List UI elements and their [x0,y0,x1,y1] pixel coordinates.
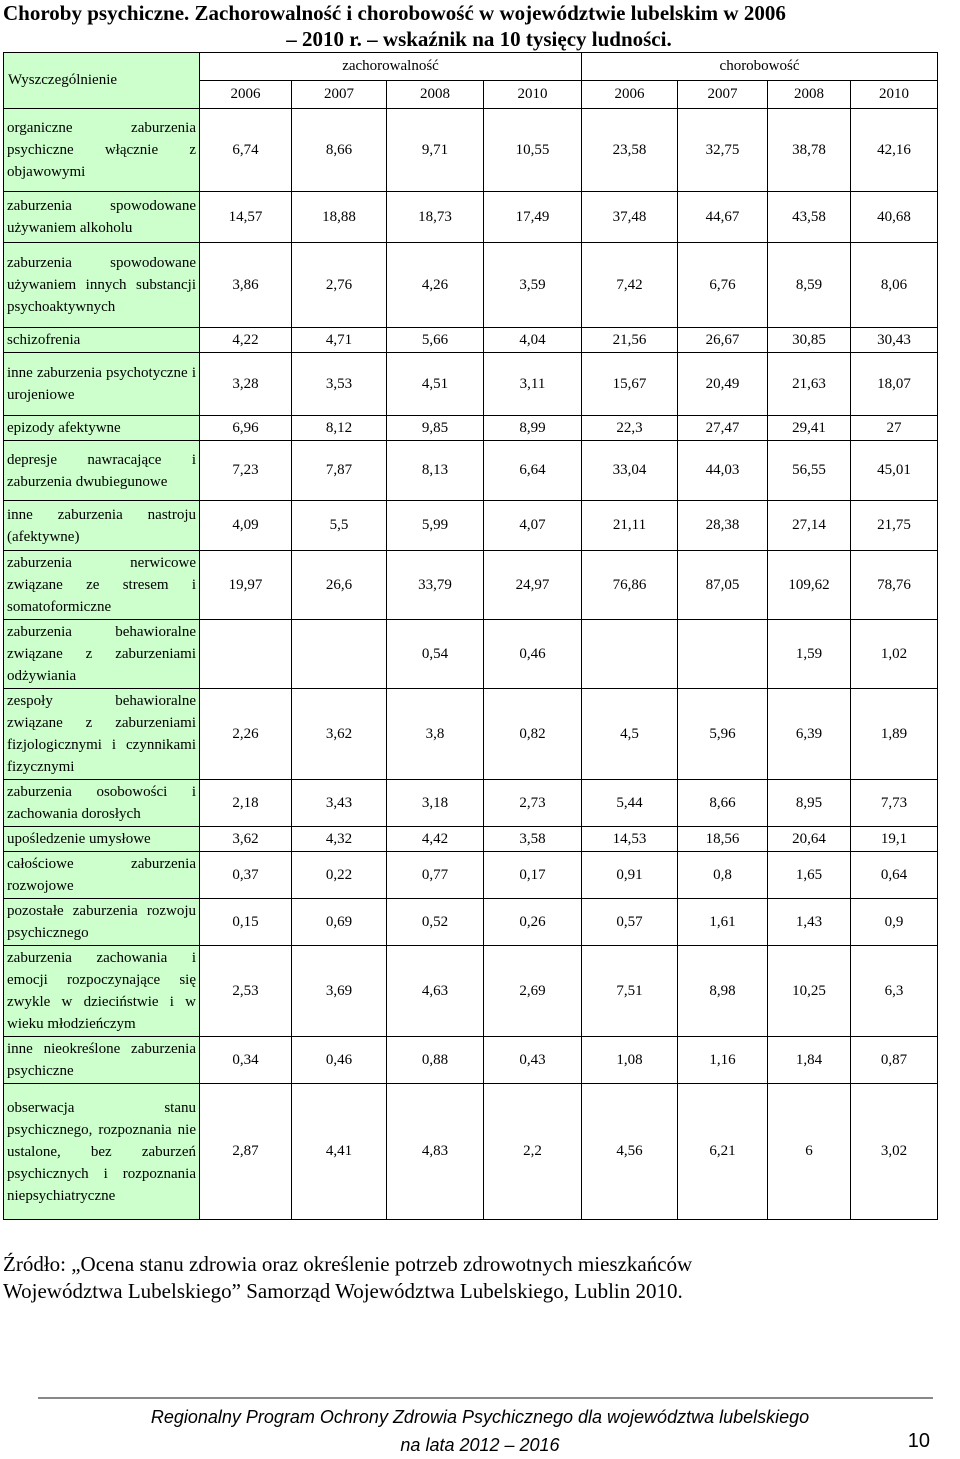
value-cell: 4,22 [200,328,292,353]
value-cell: 22,3 [582,416,678,441]
page-number: 10 [907,1430,930,1452]
row-label: zaburzenia nerwicowe związane ze stresem i somatoformiczne [4,551,200,620]
row-label: zaburzenia spowodowane używaniem innych substancji psychoaktywnych [4,243,200,328]
value-cell: 3,69 [292,946,387,1037]
value-cell: 6,96 [200,416,292,441]
value-cell: 7,51 [582,946,678,1037]
table-row [4,1084,938,1220]
row-label: zaburzenia osobowości i zachowania dorosłych [4,780,200,827]
footer-divider [38,1397,933,1399]
value-cell: 4,63 [387,946,484,1037]
table-row [4,109,938,192]
value-cell: 27,47 [678,416,768,441]
row-label: zaburzenia behawioralne związane z zaburzeniami odżywiania [4,620,200,689]
value-cell: 1,16 [678,1037,768,1084]
value-cell: 6,74 [200,109,292,192]
value-cell: 4,41 [292,1084,387,1220]
value-cell: 0,91 [582,852,678,899]
value-cell: 21,56 [582,328,678,353]
value-cell: 4,26 [387,243,484,328]
page-title [3,0,955,52]
value-cell: 0,17 [484,852,582,899]
row-label: zaburzenia zachowania i emocji rozpoczynające się zwykle w dzieciństwie i w wieku młodzieńczym [4,946,200,1037]
value-cell: 2,73 [484,780,582,827]
value-cell: 56,55 [768,441,851,501]
value-cell: 6,64 [484,441,582,501]
value-cell: 76,86 [582,551,678,620]
value-cell: 0,69 [292,899,387,946]
group-header-incidence: zachorowalność [200,53,582,81]
value-cell: 21,11 [582,501,678,551]
value-cell: 3,43 [292,780,387,827]
value-cell: 3,8 [387,689,484,780]
value-cell: 4,42 [387,827,484,852]
group-header-row [4,53,938,81]
value-cell: 5,5 [292,501,387,551]
value-cell [200,620,292,689]
value-cell: 6 [768,1084,851,1220]
table-row [4,1037,938,1084]
value-cell: 8,06 [851,243,938,328]
value-cell: 8,66 [292,109,387,192]
value-cell: 7,73 [851,780,938,827]
row-label: inne zaburzenia nastroju (afektywne) [4,501,200,551]
value-cell: 4,32 [292,827,387,852]
value-cell: 0,8 [678,852,768,899]
value-cell: 7,42 [582,243,678,328]
value-cell: 0,64 [851,852,938,899]
group-header-prevalence: chorobowość [582,53,938,81]
value-cell: 0,43 [484,1037,582,1084]
table-row [4,827,938,852]
value-cell: 1,02 [851,620,938,689]
value-cell: 7,23 [200,441,292,501]
value-cell: 0,46 [484,620,582,689]
value-cell: 5,99 [387,501,484,551]
value-cell: 3,53 [292,353,387,416]
value-cell: 4,5 [582,689,678,780]
row-header-cell: Wyszczególnienie [4,53,200,109]
value-cell: 32,75 [678,109,768,192]
row-label: epizody afektywne [4,416,200,441]
disease-rates-table [3,52,938,1220]
value-cell: 3,11 [484,353,582,416]
value-cell: 33,79 [387,551,484,620]
table-row [4,328,938,353]
value-cell: 1,65 [768,852,851,899]
value-cell: 8,95 [768,780,851,827]
year-header: 2010 [484,81,582,109]
value-cell: 6,21 [678,1084,768,1220]
value-cell: 42,16 [851,109,938,192]
value-cell: 1,84 [768,1037,851,1084]
value-cell: 0,88 [387,1037,484,1084]
value-cell: 27 [851,416,938,441]
value-cell: 3,58 [484,827,582,852]
value-cell: 8,59 [768,243,851,328]
value-cell: 6,39 [768,689,851,780]
value-cell [292,620,387,689]
value-cell: 3,62 [292,689,387,780]
value-cell: 0,37 [200,852,292,899]
row-label: inne nieokreślone zaburzenia psychiczne [4,1037,200,1084]
value-cell: 19,1 [851,827,938,852]
value-cell: 0,9 [851,899,938,946]
row-label: depresje nawracające i zaburzenia dwubiegunowe [4,441,200,501]
value-cell: 24,97 [484,551,582,620]
value-cell: 5,96 [678,689,768,780]
value-cell: 2,26 [200,689,292,780]
value-cell: 4,51 [387,353,484,416]
table-row [4,441,938,501]
value-cell: 8,12 [292,416,387,441]
value-cell: 8,66 [678,780,768,827]
value-cell: 9,71 [387,109,484,192]
value-cell: 5,44 [582,780,678,827]
value-cell: 3,28 [200,353,292,416]
row-label: inne zaburzenia psychotyczne i urojeniowe [4,353,200,416]
title-line-1: Choroby psychiczne. Zachorowalność i chorobowość w województwie lubelskim w 2006 [3,1,786,25]
value-cell: 3,86 [200,243,292,328]
value-cell: 4,07 [484,501,582,551]
source-line-2: Województwa Lubelskiego” Samorząd Województwa Lubelskiego, Lublin 2010. [3,1279,683,1303]
value-cell: 40,68 [851,192,938,243]
value-cell: 14,53 [582,827,678,852]
year-header: 2006 [200,81,292,109]
value-cell: 44,03 [678,441,768,501]
table-row [4,852,938,899]
table-body [4,109,938,1220]
value-cell: 1,59 [768,620,851,689]
page-footer [0,1403,960,1459]
table-row [4,353,938,416]
value-cell: 26,67 [678,328,768,353]
value-cell: 2,87 [200,1084,292,1220]
table-row [4,899,938,946]
table-row [4,946,938,1037]
value-cell: 1,08 [582,1037,678,1084]
value-cell: 2,2 [484,1084,582,1220]
value-cell: 30,43 [851,328,938,353]
value-cell: 29,41 [768,416,851,441]
value-cell: 17,49 [484,192,582,243]
value-cell: 0,54 [387,620,484,689]
value-cell: 18,56 [678,827,768,852]
footer-line-1: Regionalny Program Ochrony Zdrowia Psychicznego dla województwa lubelskiego [150,1407,810,1427]
value-cell: 0,34 [200,1037,292,1084]
value-cell: 4,83 [387,1084,484,1220]
source-note [3,1251,933,1305]
value-cell: 33,04 [582,441,678,501]
title-line-2: – 2010 r. – wskaźnik na 10 tysięcy ludności. [286,27,672,51]
table-row [4,416,938,441]
value-cell: 18,88 [292,192,387,243]
value-cell: 21,75 [851,501,938,551]
table-row [4,243,938,328]
value-cell: 8,99 [484,416,582,441]
year-header: 2008 [768,81,851,109]
value-cell: 8,13 [387,441,484,501]
value-cell: 3,18 [387,780,484,827]
value-cell: 78,76 [851,551,938,620]
value-cell: 1,43 [768,899,851,946]
value-cell: 6,3 [851,946,938,1037]
value-cell: 30,85 [768,328,851,353]
table-row [4,501,938,551]
value-cell: 10,55 [484,109,582,192]
row-label: całościowe zaburzenia rozwojowe [4,852,200,899]
value-cell: 37,48 [582,192,678,243]
value-cell: 3,02 [851,1084,938,1220]
row-label: schizofrenia [4,328,200,353]
value-cell: 5,66 [387,328,484,353]
value-cell: 2,69 [484,946,582,1037]
table-row [4,551,938,620]
value-cell: 87,05 [678,551,768,620]
value-cell: 1,61 [678,899,768,946]
table-row [4,620,938,689]
value-cell: 7,87 [292,441,387,501]
value-cell: 20,49 [678,353,768,416]
row-label: pozostałe zaburzenia rozwoju psychicznego [4,899,200,946]
value-cell: 14,57 [200,192,292,243]
value-cell: 18,07 [851,353,938,416]
value-cell: 0,26 [484,899,582,946]
value-cell: 1,89 [851,689,938,780]
footer-line-2: na lata 2012 – 2016 [400,1435,560,1455]
value-cell: 27,14 [768,501,851,551]
table-row [4,689,938,780]
value-cell: 26,6 [292,551,387,620]
table-row [4,192,938,243]
value-cell: 43,58 [768,192,851,243]
value-cell: 10,25 [768,946,851,1037]
value-cell: 4,04 [484,328,582,353]
source-line-1: Źródło: „Ocena stanu zdrowia oraz określenie potrzeb zdrowotnych mieszkańców [3,1252,693,1276]
value-cell: 0,46 [292,1037,387,1084]
value-cell [582,620,678,689]
row-label: zespoły behawioralne związane z zaburzeniami fizjologicznymi i czynnikami fizycznymi [4,689,200,780]
value-cell: 0,77 [387,852,484,899]
value-cell: 28,38 [678,501,768,551]
year-header: 2008 [387,81,484,109]
value-cell: 2,18 [200,780,292,827]
value-cell: 0,87 [851,1037,938,1084]
value-cell: 15,67 [582,353,678,416]
row-label: zaburzenia spowodowane używaniem alkoholu [4,192,200,243]
year-header: 2007 [678,81,768,109]
value-cell: 20,64 [768,827,851,852]
table-row [4,780,938,827]
value-cell: 9,85 [387,416,484,441]
value-cell: 0,52 [387,899,484,946]
value-cell: 38,78 [768,109,851,192]
value-cell: 0,82 [484,689,582,780]
value-cell: 2,76 [292,243,387,328]
value-cell: 0,22 [292,852,387,899]
value-cell: 8,98 [678,946,768,1037]
value-cell: 0,57 [582,899,678,946]
value-cell: 19,97 [200,551,292,620]
value-cell: 3,59 [484,243,582,328]
value-cell: 109,62 [768,551,851,620]
year-header: 2010 [851,81,938,109]
value-cell: 23,58 [582,109,678,192]
year-header: 2007 [292,81,387,109]
value-cell: 3,62 [200,827,292,852]
value-cell: 44,67 [678,192,768,243]
value-cell [678,620,768,689]
row-label: organiczne zaburzenia psychiczne włącznie z objawowymi [4,109,200,192]
value-cell: 6,76 [678,243,768,328]
value-cell: 2,53 [200,946,292,1037]
value-cell: 4,71 [292,328,387,353]
value-cell: 4,09 [200,501,292,551]
row-label: upośledzenie umysłowe [4,827,200,852]
value-cell: 21,63 [768,353,851,416]
year-header: 2006 [582,81,678,109]
value-cell: 0,15 [200,899,292,946]
value-cell: 4,56 [582,1084,678,1220]
value-cell: 45,01 [851,441,938,501]
row-label: obserwacja stanu psychicznego, rozpoznania nie ustalone, bez zaburzeń psychicznych i rozpoznania niepsychiatryczne [4,1084,200,1220]
value-cell: 18,73 [387,192,484,243]
